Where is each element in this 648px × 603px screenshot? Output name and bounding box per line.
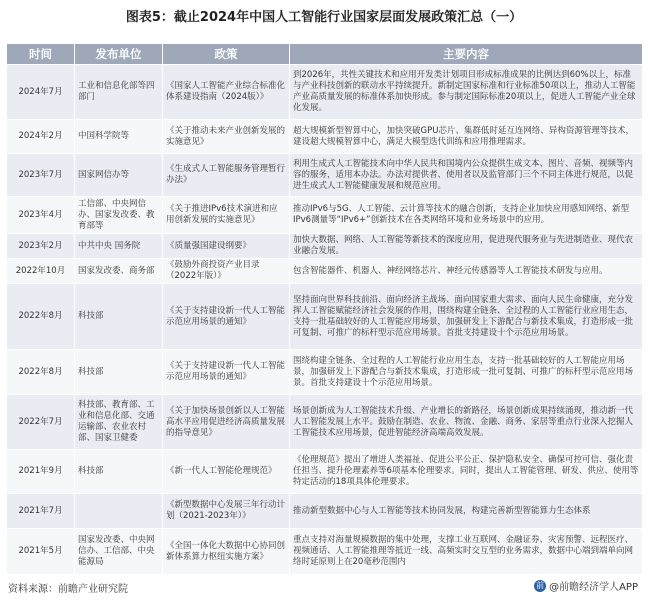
cell-policy: 《全国一体化大数据中心协同创新体系算力枢纽实施方案》	[163, 529, 290, 575]
cell-time: 2021年9月	[7, 450, 75, 494]
cell-time: 2024年2月	[7, 120, 75, 154]
cell-org: 国家发改委、中央网信办、工信部、中央能源局	[75, 529, 163, 575]
cell-content: 重点支持对海量规模数据的集中处理，支撑工业互联网、金融证券、灾害预警、远程医疗、视频通话、人工智能推理等抵近一线、高频实时交互型的业务需求，数据中心端到端单向网络时延原则上在20毫秒范围内	[290, 529, 643, 575]
cell-time: 2023年4月	[7, 197, 75, 234]
cell-org: 工业和信息化部等四部门	[75, 65, 163, 120]
cell-time: 2022年7月	[7, 395, 75, 450]
cell-content: 推动IPv6与5G、人工智能、云计算等技术的融合创新，支持企业加快应用感知网络、新型IPv6测量等“IPv6+”创新技术在各类网络环境和业务场景中的应用。	[290, 197, 643, 234]
table-row	[7, 120, 643, 154]
cell-policy: 《新型数据中心发展三年行动计划（2021-2023年）》	[163, 494, 290, 529]
brand-label: @前瞻经济学人APP	[549, 582, 638, 593]
cell-content: 包含智能器件、机器人、神经网络芯片、神经元传感器等人工智能技术研发与应用。	[290, 259, 643, 284]
table-row	[7, 234, 643, 259]
table-row	[7, 395, 643, 450]
table-row	[7, 65, 643, 120]
brand-credit	[534, 578, 638, 593]
cell-policy: 《生成式人工智能服务管理暂行办法》	[163, 154, 290, 197]
cell-policy: 《质量强国建设纲要》	[163, 234, 290, 259]
cell-org: 科技部	[75, 284, 163, 350]
policy-table	[6, 43, 643, 575]
cell-org: 国家网信办等	[75, 154, 163, 197]
cell-policy: 《关于推进IPv6技术演进和应用创新发展的实施意见》	[163, 197, 290, 234]
cell-policy: 《关于加快场景创新以人工智能高水平应用促进经济高质量发展的指导意见》	[163, 395, 290, 450]
cell-org: 科技部	[75, 350, 163, 395]
table-row	[7, 450, 643, 494]
cell-policy: 《关于支持建设新一代人工智能示范应用场景的通知》	[163, 350, 290, 395]
table-row	[7, 494, 643, 529]
brand-logo-icon: 前	[536, 580, 545, 590]
header-policy: 政策	[163, 44, 290, 65]
cell-org	[75, 494, 163, 529]
cell-content: 超大规模新型智算中心，加快突破GPU芯片、集群低时延互连网络、异构资源管理等技术，建设超大规模智算中心，满足大模型迭代训练和应用推理需求。	[290, 120, 643, 154]
source-note: 资料来源：前瞻产业研究院	[8, 584, 128, 595]
cell-time: 2022年10月	[7, 259, 75, 284]
cell-org: 科技部、教育部、工业和信息化部、交通运输部、农业农村部、国家卫健委	[75, 395, 163, 450]
cell-content: 坚持面向世界科技前沿、面向经济主战场、面向国家重大需求、面向人民生命健康，充分发挥人工智能赋能经济社会发展的作用，围绕构建全链条、全过程的人工智能行业应用生态，支持一批基础较好的人工智能应用场景，加强研发上下游配合与新技术集成，打造形成一批可复制、可推广的标杆型示范应用场景。首批支持建设十个示范应用场景。	[290, 284, 643, 350]
table-row	[7, 259, 643, 284]
cell-time: 2023年7月	[7, 154, 75, 197]
table-header-row	[7, 44, 643, 65]
cell-policy: 《国家人工智能产业综合标准化体系建设指南（2024版）》	[163, 65, 290, 120]
cell-content: 到2026年，共性关键技术和应用开发类计划项目形成标准成果的比例达到60%以上，标准与产业科技创新的联动水平持续提升。新制定国家标准和行业标准50项以上，推动人工智能产业高质量发展的标准体系加快形成。参与制定国际标准20项以上，促进人工智能产业全球化发展。	[290, 65, 643, 120]
page-title: 图表5：截止2024年中国人工智能行业国家层面发展政策汇总（一）	[125, 10, 523, 25]
cell-policy: 《新一代人工智能伦理规范》	[163, 450, 290, 494]
cell-time: 2022年8月	[7, 284, 75, 350]
cell-time: 2021年5月	[7, 529, 75, 575]
cell-content: 利用生成式人工智能技术向中华人民共和国境内公众提供生成文本、图片、音频、视频等内容的服务，适用本办法。办法对提供者、使用者以及监管部门三个不同主体进行规范，以促进生成式人工智能健康发展和规范应用。	[290, 154, 643, 197]
cell-org: 国家发改委、商务部	[75, 259, 163, 284]
cell-time: 2021年7月	[7, 494, 75, 529]
cell-policy: 《关于支持建设新一代人工智能示范应用场景的通知》	[163, 284, 290, 350]
cell-org: 中国科学院等	[75, 120, 163, 154]
cell-policy: 《鼓励外商投资产业目录（2022年版）》	[163, 259, 290, 284]
table-row	[7, 350, 643, 395]
cell-content: 场景创新成为人工智能技术升级、产业增长的新路径，场景创新成果持续涌现，推动新一代人工智能发展上水平。鼓励在制造、农业、物流、金融、商务、家居等重点行业深入挖掘人工智能技术应用场景，促进智能经济高端高效发展。	[290, 395, 643, 450]
table-row	[7, 197, 643, 234]
cell-content: 加快大数据、网络、人工智能等新技术的深度应用，促进现代服务业与先进制造业、现代农业融合发展。	[290, 234, 643, 259]
header-content: 主要内容	[290, 44, 643, 65]
table-row	[7, 154, 643, 197]
cell-policy: 《关于推动未来产业创新发展的实施意见》	[163, 120, 290, 154]
table-row	[7, 284, 643, 350]
cell-content: 围绕构建全链条、全过程的人工智能行业应用生态，支持一批基础较好的人工智能应用场景，加强研发上下游配合与新技术集成，打造形成一批可复制、可推广的标杆型示范应用场景。首批支持建设十个示范应用场景。	[290, 350, 643, 395]
cell-org: 工信部、中央网信办、国家发改委、教育部等	[75, 197, 163, 234]
header-org: 发布单位	[75, 44, 163, 65]
cell-content: 推动新型数据中心与人工智能等技术协同发展，构建完善新型智能算力生态体系	[290, 494, 643, 529]
cell-time: 2023年2月	[7, 234, 75, 259]
cell-time: 2024年7月	[7, 65, 75, 120]
cell-org: 中共中央 国务院	[75, 234, 163, 259]
cell-org: 科技部	[75, 450, 163, 494]
header-time: 时间	[7, 44, 75, 65]
table-row	[7, 529, 643, 575]
cell-time: 2022年8月	[7, 350, 75, 395]
cell-content: 《伦理规范》提出了增进人类福祉、促进公平公正、保护隐私安全、确保可控可信、强化责任担当、提升伦理素养等6项基本伦理要求。同时，提出人工智能管理、研发、供应、使用等特定活动的18项具体伦理要求。	[290, 450, 643, 494]
